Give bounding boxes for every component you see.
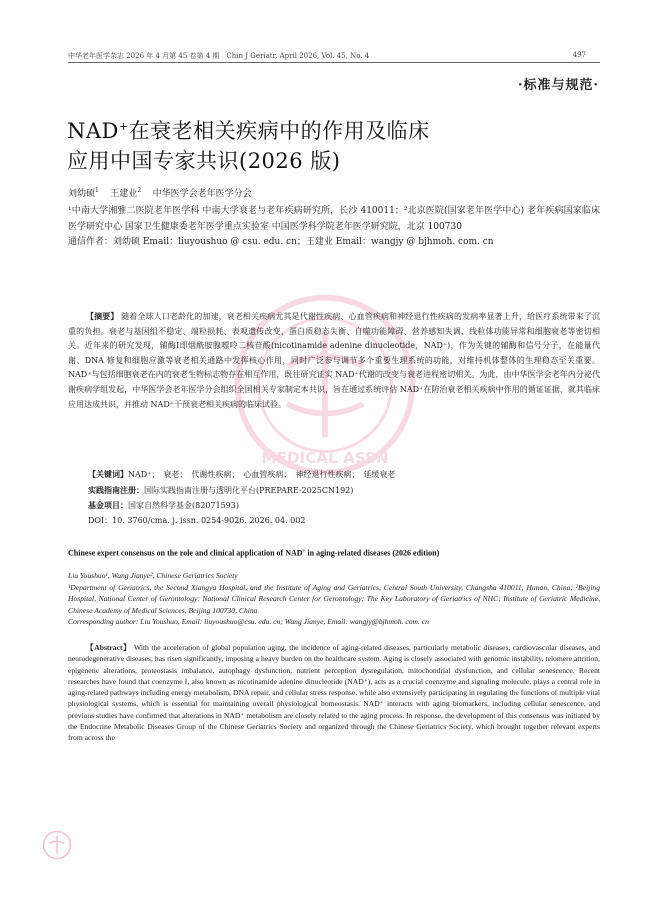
english-title-part: in aging-related diseases (2026 edition) [305, 548, 440, 558]
society-logo-icon [42, 830, 72, 860]
header-rule [68, 62, 600, 63]
english-authors: Liu Youshuo¹, Wang Jianye², Chinese Geriatrics Society [68, 571, 238, 580]
english-affiliations: ¹Department of Geriatrics, the Second Xiangya Hospital, and the Institute of Aging and Geriatrics, Central South University, Changsha 410011, Hunan, China; ²Beijing Hospital, National Center of Gerontology; National Clinical Research Center for Gerontology; The Key Laboratory of Geriatrics of NHC; Institute of Geriatric Medicine, Chinese Academy of Medical Sciences, Beijing 100730, China [68, 583, 600, 615]
author-name: 刘幼硕 [68, 189, 96, 199]
english-abstract [68, 642, 600, 744]
english-title-part: Chinese expert consensus on the role and clinical application of NAD [68, 548, 303, 558]
doi: DOI：10. 3760/cma. j. issn. 0254-9026. 2026. 04. 002 [88, 515, 306, 525]
fund: 国家自然科学基金(82071593) [128, 501, 239, 511]
correspondence: 通信作者：刘幼硕 Email：liuyoushuo @ csu. edu. cn；王建业 Email：wangjy @ bjhmoh. com. cn [68, 237, 494, 247]
keywords-label: 【关键词】 [88, 469, 128, 479]
author-name: 王建业 [110, 189, 138, 199]
title-part: NAD [67, 119, 119, 143]
running-header [68, 51, 600, 61]
author-list [68, 186, 252, 199]
english-title [68, 546, 600, 559]
keywords: NAD⁺； 衰老； 代谢性疾病； 心血管疾病； 神经退行性疾病； 延缓衰老 [128, 470, 396, 479]
title-superscript: + [118, 120, 129, 133]
title-part: 在衰老相关疾病中的作用及临床 [128, 119, 430, 143]
article-title [67, 112, 517, 176]
page-number: 497 [572, 51, 586, 59]
english-abstract-label: 【Abstract】 [86, 643, 132, 652]
abstract-label: 【摘要】 [86, 311, 119, 321]
author-organization: 中华医学会老年医学分会 [152, 189, 252, 199]
fund-label: 基金项目： [88, 500, 128, 511]
title-line2: 应用中国专家共识(2026 版) [67, 149, 341, 173]
english-title-sup: + [302, 549, 306, 554]
registration-label: 实践指南注册： [88, 484, 144, 495]
registration-line [88, 483, 598, 499]
fund-line [88, 498, 598, 514]
abstract-text: 随着全球人口老龄化的加速，衰老相关疾病尤其是代谢性疾病、心血管疾病和神经退行性疾病的发病率显著上升，给医疗系统带来了沉重的负担。衰老与基因组不稳定、端粒损耗、表观遗传改变、蛋白质稳态失衡、自噬功能障碍、营养感知失调、线粒体功能异常和细胞衰老等密切相关。近年来的研究发现，辅酶Ⅰ即烟酰胺腺嘌呤二核苷酸(nicotinamide adenine dinucleotide，NAD⁺)，作为关键的辅酶和信号分子，在能量代谢、DNA 修复和细胞应激等衰老相关通路中发挥核心作用，同时广泛参与调节多个重要生理系统的功能，对维持机体整体的生理稳态至关重要。NAD⁺与包括细胞衰老在内的衰老生物标志物存在相互作用，既往研究证实 NAD⁺代谢的改变与衰老进程密切相关。为此，由中华医学会老年内分泌代谢疾病学组发起，中华医学会老年医学分会组织全国相关专家制定本共识，旨在通过系统评估 NAD⁺在防治衰老相关疾病中作用的循证证据，就其临床应用达成共识，并推动 NAD⁺干预衰老相关疾病的临床试验。 [68, 312, 601, 409]
author-sup: 2 [137, 187, 142, 194]
article-metadata [88, 467, 598, 528]
keywords-line [88, 467, 598, 483]
section-tag: ·标准与规范· [517, 78, 599, 93]
author-sup: 1 [95, 187, 99, 194]
affiliations [68, 204, 600, 251]
english-abstract-text: With the acceleration of global population aging, the incidence of aging-related diseases, particularly metabolic diseases, cardiovascular diseases, and neurodegenerative diseases, has risen significantly, imposing a heavy burden on the healthcare system. Aging is closely associated with genomic instability, telomere attrition, epigenetic alterations, proteostasis imbalance, autophagy dysfunction, nutrient perception dysregulation, mitochondrial dysfunction, and cellular senescence. Recent researches have found that coenzyme Ⅰ, also known as nicotinamide adenine dinucleotide (NAD⁺), acts as a crucial coenzyme and signaling molecule, plays a central role in aging-related pathways including energy metabolism, DNA repair, and cellular stress response, while also extensively participating in regulating the functions of multiple vital physiological systems, which is essential for maintaining overall physiological homeostasis. NAD⁺ interacts with aging biomarkers, including cellular senescence, and previous studies have confirmed that alterations in NAD⁺ metabolism are closely related to the aging process. In response, the development of this consensus was initiated by the Endocrine Metabolic Diseases Group of the Chinese Geriatrics Society and organized through the Chinese Geriatrics Society, which brought together relevant experts from across the [68, 643, 600, 743]
watermark-text: MEDICAL ASSN [261, 448, 389, 467]
journal-info: 中华老年医学杂志 2026 年 4 月第 45 卷第 4 期 Chin J Geriatr, April 2026, Vol. 45, No. 4 [68, 52, 370, 60]
affiliation-text: ¹中南大学湘雅二医院老年医学科 中南大学衰老与老年疾病研究所，长沙 410011；²北京医院(国家老年医学中心) 老年疾病国家临床医学研究中心 国家卫生健康委老年医学重点实验室 中国医学科学院老年医学研究院，北京 100730 [68, 206, 600, 232]
chinese-abstract [68, 309, 600, 412]
english-correspondence: Corresponding author: Liu Youshuo, Email: liuyoushuo@csu. edu. cn; Wang Jianye, Email: wangjy@bjhmoh. com. cn [68, 617, 429, 626]
registration: 国际实践指南注册与透明化平台(PREPARE-2025CN192) [144, 485, 354, 495]
